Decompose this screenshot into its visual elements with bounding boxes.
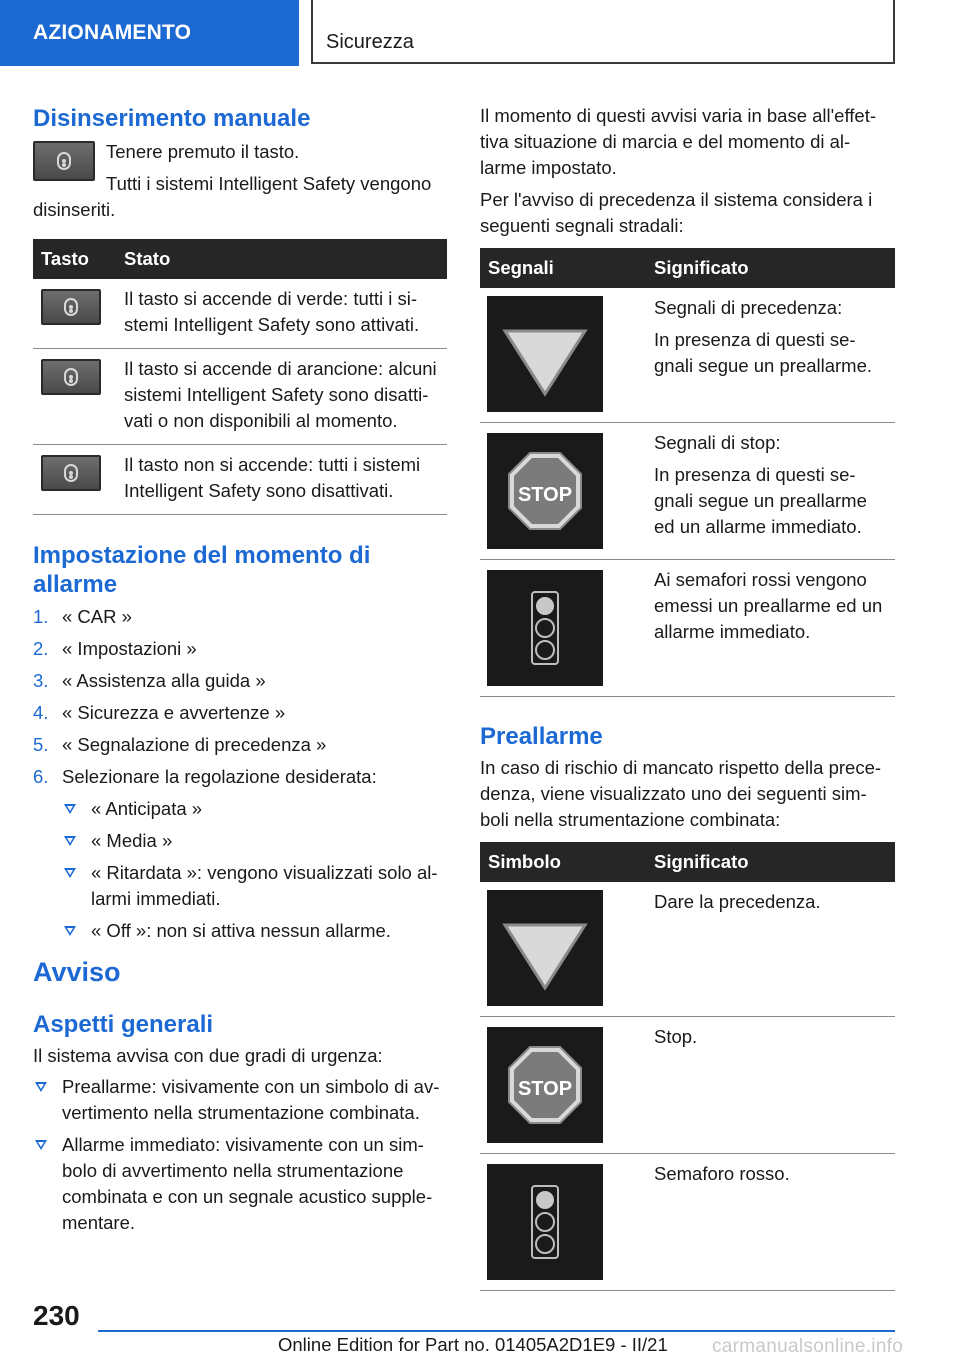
road-signs-table xyxy=(480,248,895,697)
footer-divider xyxy=(98,1330,895,1332)
heading-prealarm: Preallarme xyxy=(480,723,603,750)
symbol-meaning: Stop. xyxy=(646,1017,895,1154)
list-item: Preallarme: visivamente con un simbolo di av-vertimento nella strumentazione combinata. xyxy=(33,1074,447,1126)
table-row xyxy=(33,349,447,445)
col-header-symbol: Simbolo xyxy=(480,842,646,882)
table-row xyxy=(33,279,447,349)
chapter-title: Sicurezza xyxy=(311,0,895,64)
table-row xyxy=(480,423,895,560)
bullet-triangle-icon xyxy=(64,804,76,814)
general-text: Il sistema avvisa con due gradi di urgenza: xyxy=(33,1045,383,1066)
traffic-light-symbol-icon xyxy=(487,1164,603,1280)
symbols-table xyxy=(480,842,895,1291)
list-item: 3. « Assistenza alla guida » xyxy=(33,670,266,691)
button-orange-icon xyxy=(41,359,101,395)
page-header xyxy=(0,0,960,66)
intro-text-2: Per l'avviso di precedenza il sistema considera i seguenti segnali stradali: xyxy=(480,189,873,236)
section-tab: AZIONAMENTO xyxy=(0,0,299,66)
stop-sign-text: STOP xyxy=(517,484,573,506)
col-header-key: Tasto xyxy=(33,239,116,279)
status-text: Il tasto si accende di arancione: alcuni sistemi Intelligent Safety sono disatti-vati o non disponibili al momento. xyxy=(116,349,447,445)
yield-sign-icon xyxy=(487,296,603,412)
left-column xyxy=(33,96,447,1242)
symbol-meaning: Dare la precedenza. xyxy=(646,882,895,1017)
stop-sign-icon xyxy=(487,433,603,549)
sign-meaning: In presenza di questi se-gnali segue un preallarme. xyxy=(654,329,873,376)
list-item: 1. « CAR » xyxy=(33,606,132,627)
button-status-table xyxy=(33,239,447,515)
list-item: 5. « Segnalazione di precedenza » xyxy=(33,734,327,755)
heading-general: Aspetti generali xyxy=(33,1011,214,1038)
sign-title: Segnali di precedenza: xyxy=(654,297,843,318)
button-off-icon xyxy=(41,455,101,491)
bullet-triangle-icon xyxy=(64,868,76,878)
stop-symbol-icon xyxy=(487,1027,603,1143)
status-text: Il tasto si accende di verde: tutti i si-stemi Intelligent Safety sono attivati. xyxy=(116,279,447,349)
bullet-triangle-icon xyxy=(35,1082,47,1092)
list-item: 2. « Impostazioni » xyxy=(33,638,197,659)
list-item: Allarme immediato: visivamente con un sim-bolo di avvertimento nella strumentazione combinata e con un segnale acustico supple-mentare. xyxy=(33,1132,447,1236)
manual-instruction xyxy=(33,139,447,189)
heading-manual-deactivation: Disinserimento manuale xyxy=(33,105,311,132)
sign-meaning: In presenza di questi se-gnali segue un preallarme ed un allarme immediato. xyxy=(654,464,867,537)
intro-text: Il momento di questi avvisi varia in base all'effet-tiva situazione di marcia e del momento di al-larme impostato. xyxy=(480,105,876,178)
list-item: 4. « Sicurezza e avvertenze » xyxy=(33,702,286,723)
col-header-signs: Segnali xyxy=(480,248,646,288)
heading-alarm-setting: Impostazione del momento di allarme xyxy=(33,542,371,598)
list-item: 6. Selezionare la regolazione desiderata: « Anticipata » « Media » « Ritardata »: vengono visualizzati solo al-larmi immediati. « Off »: non si attiva nessun allarme. xyxy=(33,764,447,944)
table-row xyxy=(480,288,895,423)
sign-title: Segnali di stop: xyxy=(654,432,781,453)
yield-symbol-icon xyxy=(487,890,603,1006)
col-header-meaning: Significato xyxy=(646,842,895,882)
symbol-meaning: Semaforo rosso. xyxy=(646,1154,895,1291)
setting-options xyxy=(62,796,447,944)
traffic-light-icon xyxy=(487,570,603,686)
watermark: carmanualsonline.info xyxy=(712,1336,904,1357)
heading-warning: Avviso xyxy=(33,957,121,987)
button-green-icon xyxy=(41,289,101,325)
manual-step-text: Tenere premuto il tasto. xyxy=(106,141,300,162)
settings-steps xyxy=(33,604,447,944)
list-item: « Media » xyxy=(62,828,447,854)
bullet-triangle-icon xyxy=(64,836,76,846)
warning-levels xyxy=(33,1074,447,1236)
page-number: 230 xyxy=(33,1300,80,1331)
table-row xyxy=(480,882,895,1017)
table-row xyxy=(480,1154,895,1291)
col-header-meaning: Significato xyxy=(646,248,895,288)
edition-text: Online Edition for Part no. 01405A2D1E9 - II/21 xyxy=(278,1334,668,1355)
bullet-triangle-icon xyxy=(64,926,76,936)
table-row xyxy=(480,560,895,697)
right-column xyxy=(480,96,895,1291)
table-row xyxy=(33,445,447,515)
safety-button-icon xyxy=(33,141,95,181)
prealarm-text: In caso di rischio di mancato rispetto della prece-denza, viene visualizzato uno dei seguenti sim-boli nella strumentazione combinata: xyxy=(480,757,882,830)
bullet-triangle-icon xyxy=(35,1140,47,1150)
list-item: « Ritardata »: vengono visualizzati solo al-larmi immediati. xyxy=(62,860,447,912)
stop-symbol-text: STOP xyxy=(517,1078,573,1100)
col-header-state: Stato xyxy=(116,239,447,279)
status-text: Il tasto non si accende: tutti i sistemi Intelligent Safety sono disattivati. xyxy=(116,445,447,515)
list-item: « Off »: non si attiva nessun allarme. xyxy=(62,918,447,944)
table-row xyxy=(480,1017,895,1154)
list-item: « Anticipata » xyxy=(62,796,447,822)
sign-meaning: Ai semafori rossi vengono emessi un preallarme ed un allarme immediato. xyxy=(654,569,883,642)
manual-result-text: Tutti i sistemi Intelligent Safety vengono disinseriti. xyxy=(33,173,432,220)
